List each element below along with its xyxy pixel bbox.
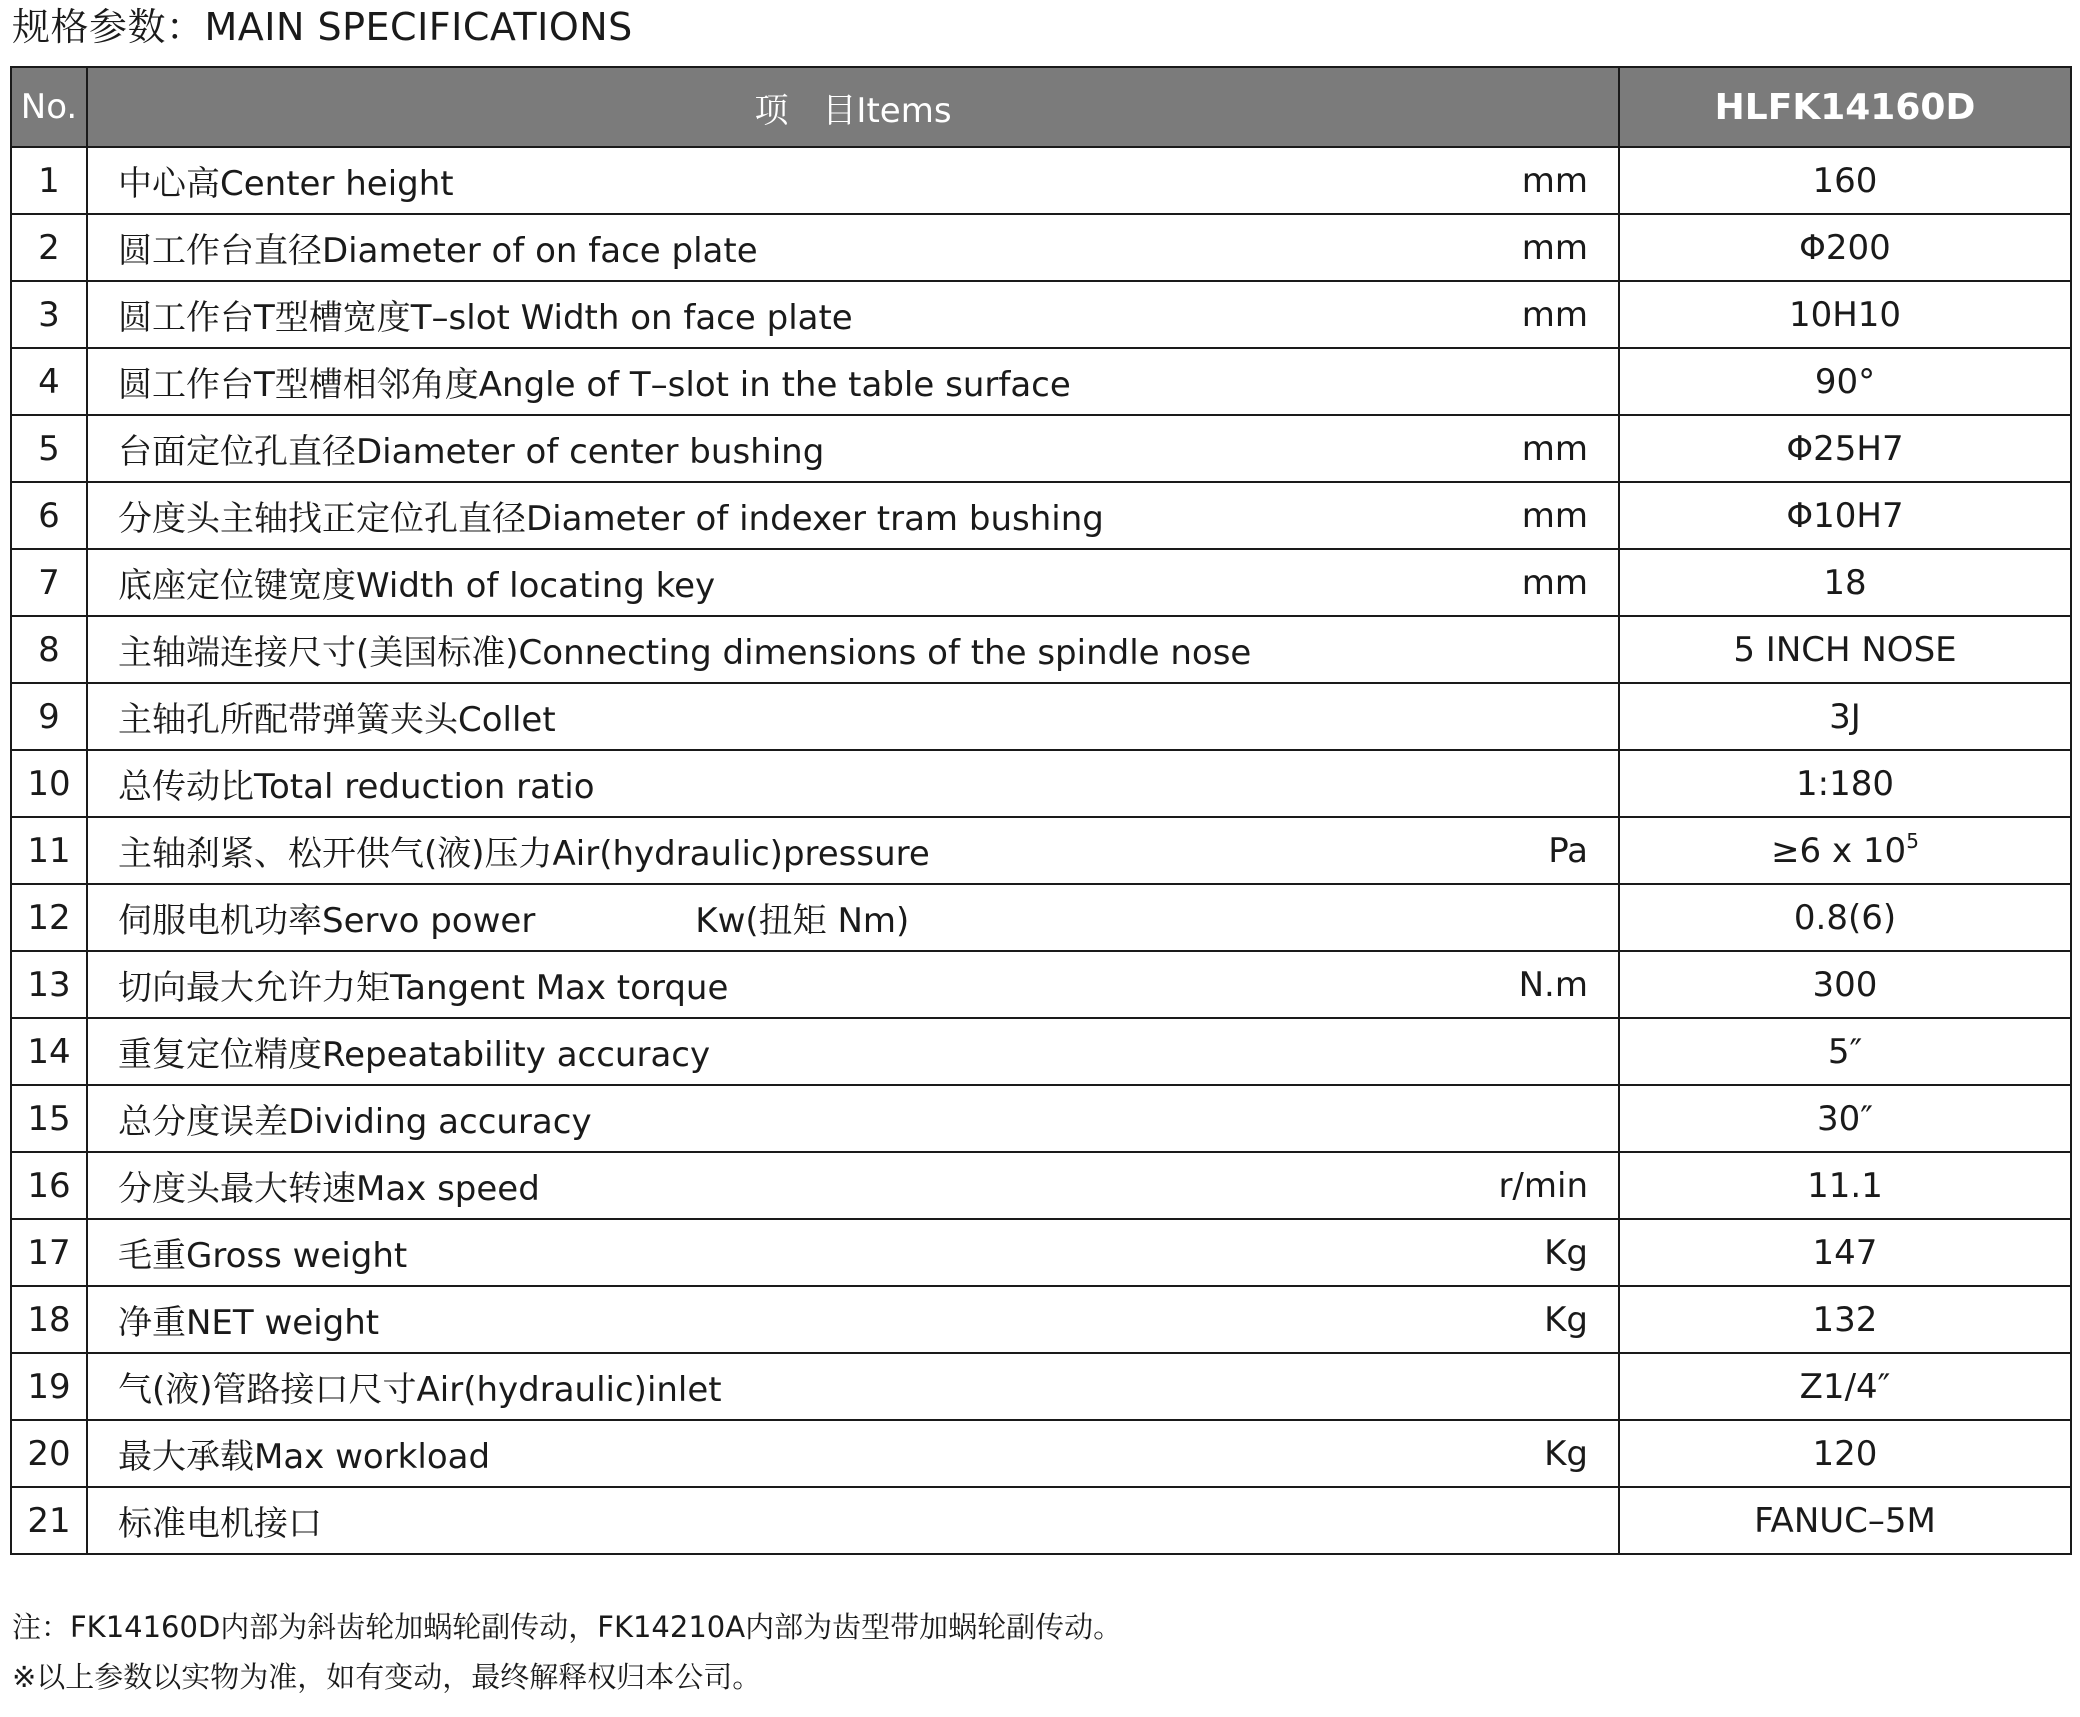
item-cell — [87, 683, 1619, 750]
value-cell — [1619, 951, 2071, 1018]
table-row — [11, 1353, 2071, 1420]
value-cell — [1619, 1018, 2071, 1085]
item-content — [118, 893, 1588, 942]
table-row — [11, 951, 2071, 1018]
item-cell — [87, 482, 1619, 549]
table-row — [11, 683, 2071, 750]
value-text: 5″ — [1827, 1031, 1863, 1072]
page-title: 规格参数：MAIN SPECIFICATIONS — [12, 5, 633, 49]
value-text: ≥6 x 10 — [1771, 830, 1907, 871]
item-unit: mm — [1521, 562, 1588, 603]
item-name: 分度头最大转速Max speed — [118, 1169, 540, 1209]
item-cell — [87, 1353, 1619, 1420]
item-name-group — [118, 625, 1251, 674]
item-content — [118, 625, 1588, 674]
item-cell — [87, 750, 1619, 817]
item-unit-inline: Kw(扭矩 Nm) — [695, 901, 910, 941]
item-name-group — [118, 491, 1104, 540]
item-content — [118, 1362, 1588, 1411]
table-row — [11, 415, 2071, 482]
item-name-group — [118, 1295, 379, 1344]
item-name: 中心高Center height — [118, 164, 454, 204]
value-cell — [1619, 817, 2071, 884]
item-name: 总传动比Total reduction ratio — [118, 767, 595, 807]
header-items: 项 目Items — [87, 67, 1619, 147]
table-row — [11, 1085, 2071, 1152]
value-text: 11.1 — [1807, 1165, 1883, 1206]
spec-table — [10, 66, 2072, 1555]
item-unit: mm — [1521, 428, 1588, 469]
item-name-group — [118, 357, 1071, 406]
table-body — [11, 147, 2071, 1554]
item-name-group — [118, 424, 824, 473]
table-row — [11, 616, 2071, 683]
value-text: 18 — [1823, 562, 1867, 603]
item-cell — [87, 147, 1619, 214]
table-row — [11, 482, 2071, 549]
item-unit: Kg — [1544, 1299, 1588, 1340]
item-name: 圆工作台T型槽宽度T–slot Width on face plate — [118, 298, 853, 338]
table-row — [11, 1152, 2071, 1219]
row-number: 15 — [11, 1085, 87, 1152]
value-cell — [1619, 884, 2071, 951]
value-cell — [1619, 348, 2071, 415]
item-cell — [87, 1085, 1619, 1152]
item-name-group — [118, 156, 454, 205]
value-cell — [1619, 616, 2071, 683]
value-cell — [1619, 147, 2071, 214]
item-name-group — [118, 290, 853, 339]
item-name: 最大承载Max workload — [118, 1437, 491, 1477]
row-number: 2 — [11, 214, 87, 281]
item-cell — [87, 616, 1619, 683]
item-content — [118, 826, 1588, 875]
row-number: 19 — [11, 1353, 87, 1420]
item-name-group — [118, 759, 595, 808]
item-cell — [87, 348, 1619, 415]
value-text: 90° — [1814, 361, 1876, 402]
value-cell — [1619, 482, 2071, 549]
row-number: 5 — [11, 415, 87, 482]
value-cell — [1619, 214, 2071, 281]
item-cell — [87, 817, 1619, 884]
item-name: 伺服电机功率Servo power — [118, 901, 536, 941]
item-content — [118, 692, 1588, 741]
row-number: 18 — [11, 1286, 87, 1353]
item-cell — [87, 1018, 1619, 1085]
item-unit: mm — [1521, 160, 1588, 201]
row-number: 16 — [11, 1152, 87, 1219]
item-name: 净重NET weight — [118, 1303, 380, 1343]
row-number: 3 — [11, 281, 87, 348]
value-text: Φ200 — [1799, 227, 1891, 268]
item-content — [118, 1161, 1588, 1210]
value-text: Φ25H7 — [1786, 428, 1904, 469]
row-number: 21 — [11, 1487, 87, 1554]
item-name-group — [118, 692, 556, 741]
value-cell — [1619, 1420, 2071, 1487]
row-number: 10 — [11, 750, 87, 817]
header-model: HLFK14160D — [1619, 67, 2071, 147]
value-text: 1:180 — [1796, 763, 1894, 804]
item-name-group — [118, 1094, 592, 1143]
item-cell — [87, 1219, 1619, 1286]
table-row — [11, 147, 2071, 214]
item-content — [118, 424, 1588, 473]
header-no: No. — [11, 67, 87, 147]
item-unit: Pa — [1548, 830, 1588, 871]
value-text: 160 — [1812, 160, 1878, 201]
item-content — [118, 1228, 1588, 1277]
item-cell — [87, 1487, 1619, 1554]
row-number: 20 — [11, 1420, 87, 1487]
item-name: 总分度误差Dividing accuracy — [118, 1102, 592, 1142]
item-cell — [87, 415, 1619, 482]
item-name: 重复定位精度Repeatability accuracy — [118, 1035, 711, 1075]
item-name-group — [118, 558, 715, 607]
value-text: 147 — [1812, 1232, 1878, 1273]
table-row — [11, 884, 2071, 951]
value-cell — [1619, 1487, 2071, 1554]
item-content — [118, 759, 1588, 808]
item-name: 切向最大允许力矩Tangent Max torque — [118, 968, 729, 1008]
item-unit: Kg — [1544, 1232, 1588, 1273]
item-cell — [87, 549, 1619, 616]
item-name: 台面定位孔直径Diameter of center bushing — [118, 432, 825, 472]
item-name-group — [118, 1496, 322, 1545]
item-unit: mm — [1521, 495, 1588, 536]
footnotes — [12, 1602, 1122, 1702]
row-number: 6 — [11, 482, 87, 549]
row-number: 8 — [11, 616, 87, 683]
item-name: 主轴刹紧、松开供气(液)压力Air(hydraulic)pressure — [118, 834, 930, 874]
item-name: 圆工作台直径Diameter of on face plate — [118, 231, 758, 271]
item-name: 主轴孔所配带弹簧夹头Collet — [118, 700, 556, 740]
item-content — [118, 1027, 1588, 1076]
row-number: 11 — [11, 817, 87, 884]
item-name: 标准电机接口 — [118, 1504, 322, 1544]
item-name: 底座定位键宽度Width of locating key — [118, 566, 716, 606]
value-cell — [1619, 281, 2071, 348]
item-content — [118, 558, 1588, 607]
row-number: 17 — [11, 1219, 87, 1286]
item-content — [118, 357, 1588, 406]
row-number: 12 — [11, 884, 87, 951]
item-name-group — [118, 1429, 490, 1478]
table-row — [11, 214, 2071, 281]
item-content — [118, 1295, 1588, 1344]
item-content — [118, 1094, 1588, 1143]
value-cell — [1619, 750, 2071, 817]
table-row — [11, 750, 2071, 817]
item-content — [118, 960, 1588, 1009]
row-number: 14 — [11, 1018, 87, 1085]
row-number: 9 — [11, 683, 87, 750]
table-row — [11, 1487, 2071, 1554]
item-name: 气(液)管路接口尺寸Air(hydraulic)inlet — [118, 1370, 722, 1410]
item-content — [118, 1429, 1588, 1478]
item-cell — [87, 1152, 1619, 1219]
item-name: 圆工作台T型槽相邻角度Angle of T–slot in the table surface — [118, 365, 1071, 405]
item-content — [118, 290, 1588, 339]
item-content — [118, 223, 1588, 272]
value-cell — [1619, 549, 2071, 616]
footnote-2: ※以上参数以实物为准，如有变动，最终解释权归本公司。 — [12, 1660, 762, 1694]
row-number: 1 — [11, 147, 87, 214]
value-cell — [1619, 1286, 2071, 1353]
table-row — [11, 348, 2071, 415]
table-row — [11, 1286, 2071, 1353]
row-number: 7 — [11, 549, 87, 616]
value-cell — [1619, 1152, 2071, 1219]
item-cell — [87, 1420, 1619, 1487]
item-name-group — [118, 223, 758, 272]
item-name: 分度头主轴找正定位孔直径Diameter of indexer tram bushing — [118, 499, 1104, 539]
value-text: 3J — [1829, 696, 1861, 737]
value-exponent: 5 — [1906, 828, 1919, 853]
value-text: 132 — [1812, 1299, 1878, 1340]
table-row — [11, 549, 2071, 616]
value-cell — [1619, 415, 2071, 482]
value-text: 0.8(6) — [1793, 897, 1897, 938]
table-row — [11, 281, 2071, 348]
item-cell — [87, 1286, 1619, 1353]
value-text: Z1/4″ — [1799, 1366, 1891, 1407]
table-header-row — [11, 67, 2071, 147]
table-row — [11, 1219, 2071, 1286]
item-unit: r/min — [1498, 1165, 1588, 1206]
item-unit: Kg — [1544, 1433, 1588, 1474]
value-text: Φ10H7 — [1786, 495, 1904, 536]
value-text: 5 INCH NOSE — [1733, 629, 1957, 670]
value-cell — [1619, 683, 2071, 750]
item-unit: mm — [1521, 294, 1588, 335]
item-name-group — [118, 1161, 540, 1210]
item-name: 毛重Gross weight — [118, 1236, 408, 1276]
value-cell — [1619, 1085, 2071, 1152]
value-text: 300 — [1812, 964, 1878, 1005]
value-cell — [1619, 1219, 2071, 1286]
row-number: 4 — [11, 348, 87, 415]
item-cell — [87, 951, 1619, 1018]
item-name-group — [118, 1027, 710, 1076]
item-content — [118, 1496, 1588, 1545]
item-name-group — [118, 893, 909, 942]
item-cell — [87, 281, 1619, 348]
value-text: FANUC–5M — [1754, 1500, 1936, 1541]
table-row — [11, 1018, 2071, 1085]
item-name-group — [118, 960, 728, 1009]
item-cell — [87, 214, 1619, 281]
value-cell — [1619, 1353, 2071, 1420]
row-number: 13 — [11, 951, 87, 1018]
item-name-group — [118, 1362, 722, 1411]
item-cell — [87, 884, 1619, 951]
value-text: 30″ — [1817, 1098, 1873, 1139]
item-name-group — [118, 1228, 407, 1277]
item-content — [118, 491, 1588, 540]
item-content — [118, 156, 1588, 205]
value-text: 10H10 — [1788, 294, 1902, 335]
table-row — [11, 1420, 2071, 1487]
value-text: 120 — [1812, 1433, 1878, 1474]
item-name: 主轴端连接尺寸(美国标准)Connecting dimensions of the spindle nose — [118, 633, 1252, 673]
table-row — [11, 817, 2071, 884]
item-unit: mm — [1521, 227, 1588, 268]
footnote-1: 注：FK14160D内部为斜齿轮加蜗轮副传动，FK14210A内部为齿型带加蜗轮副传动。 — [12, 1610, 1123, 1644]
item-unit: N.m — [1518, 964, 1588, 1005]
item-name-group — [118, 826, 930, 875]
